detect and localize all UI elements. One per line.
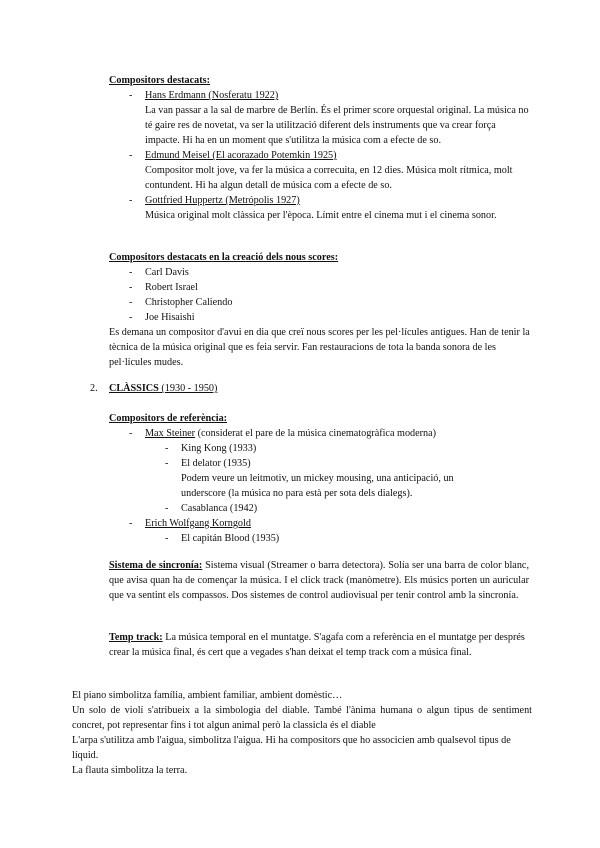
sublist-dash: - xyxy=(165,458,169,469)
note-paragraph: La flauta simbolitza la terra. xyxy=(72,765,188,776)
film-item: King Kong (1933) xyxy=(181,443,257,454)
list-dash: - xyxy=(129,90,133,101)
list-dash: - xyxy=(129,312,133,323)
film-item: El delator (1935) xyxy=(181,458,251,469)
composer-description: Música original molt clàssica per l'època. Límit entre el cinema mut i el cinema sonor. xyxy=(145,210,497,221)
film-item: El capitán Blood (1935) xyxy=(181,533,280,544)
list-dash: - xyxy=(129,297,133,308)
film-description: Podem veure un leitmotiv, un mickey mousing, una anticipació, un underscore (la música no para està per sota dels dialegs). xyxy=(181,473,454,499)
composer-note: (considerat el pare de la música cinematogràfica moderna) xyxy=(195,428,437,439)
section-title-text: CLÀSSICS xyxy=(109,383,159,394)
paragraph-temp-track xyxy=(109,630,534,660)
note-paragraph: El piano simbolitza família, ambient familiar, ambient domèstic… xyxy=(72,690,343,701)
section-number: 2. xyxy=(90,383,98,394)
sublist-dash: - xyxy=(165,503,169,514)
list-dash: - xyxy=(129,195,133,206)
film-item: Casablanca (1942) xyxy=(181,503,258,514)
list-dash: - xyxy=(129,282,133,293)
section-title xyxy=(109,381,217,396)
list-dash: - xyxy=(129,428,133,439)
list-dash: - xyxy=(129,150,133,161)
text-sincronia: Sistema visual (Streamer o barra detectora). Solía ser una barra de color blanc, que avisa quan ha de començar la música. I el click track (manòmetre). Els músics porten un auricular que va sentint els compassos. Dos sistemes de control audiovisual per tenir control amb la sincronía. xyxy=(109,560,529,601)
composer-name: Edmund Meisel (El acorazado Potemkin 1925) xyxy=(145,150,337,161)
sublist-dash: - xyxy=(165,533,169,544)
composer-name: Max Steiner xyxy=(145,428,196,439)
note-paragraph: Un solo de violí s'atribueix a la simbologia del diable. També l'ànima humana o algun tipus de sentiment concret, pot representar fins i tot algun animal però la classicla és el diable xyxy=(72,705,532,731)
list-dash: - xyxy=(129,518,133,529)
list-item: Robert Israel xyxy=(145,282,198,293)
paragraph-sincronia xyxy=(109,558,529,603)
composer-name: Gottfried Huppertz (Metrópolis 1927) xyxy=(145,195,300,206)
section-heading-compositors-destacats: Compositors destacats: xyxy=(109,75,211,86)
section-heading-referencia: Compositors de referència: xyxy=(109,413,228,424)
composer-description: Compositor molt jove, va fer la música a correcuita, en 12 dies. Música molt rítmica, molt contundent. Hi ha algun detall de música com a efecte de so. xyxy=(145,165,513,191)
term-sincronia: Sistema de sincronía: xyxy=(109,560,203,571)
section-heading-nous-scores: Compositors destacats en la creació dels nous scores: xyxy=(109,252,339,263)
list-dash: - xyxy=(129,267,133,278)
list-item: Carl Davis xyxy=(145,267,189,278)
composer-steiner xyxy=(145,426,436,441)
sublist-dash: - xyxy=(165,443,169,454)
paragraph-nous-scores: Es demana un compositor d'avui en dia que creï nous scores per les pel·lícules antigues. Han de tenir la tècnica de la música original que es feia servir. Fan restauracions de tota la banda sonora de les pel·lícules mudes. xyxy=(109,327,530,368)
term-temp-track: Temp track: xyxy=(109,632,163,643)
note-paragraph: L'arpa s'utilitza amb l'aigua, simbolitza l'aigua. Hi ha compositors que ho associcien amb qualsevol tipus de líquid. xyxy=(72,735,511,761)
list-item: Joe Hisaishi xyxy=(145,312,195,323)
composer-name: Erich Wolfgang Korngold xyxy=(145,518,251,529)
composer-name: Hans Erdmann (Nosferatu 1922) xyxy=(145,90,279,101)
text-temp-track: La música temporal en el muntatge. S'agafa com a referència en el muntatge per després crear la música final, és cert que a vegades s'han deixat el temp track com a música final. xyxy=(109,632,525,658)
list-item: Christopher Caliendo xyxy=(145,297,233,308)
section-title-years: (1930 - 1950) xyxy=(158,383,218,394)
composer-description: La van passar a la sal de marbre de Berlín. És el primer score orquestal original. La música no té gaire res de novetat, va ser la utilització diferent dels instruments que va crear força impacte. Hi ha en un moment que s'utilitza la música com a efecte de so. xyxy=(145,105,529,146)
